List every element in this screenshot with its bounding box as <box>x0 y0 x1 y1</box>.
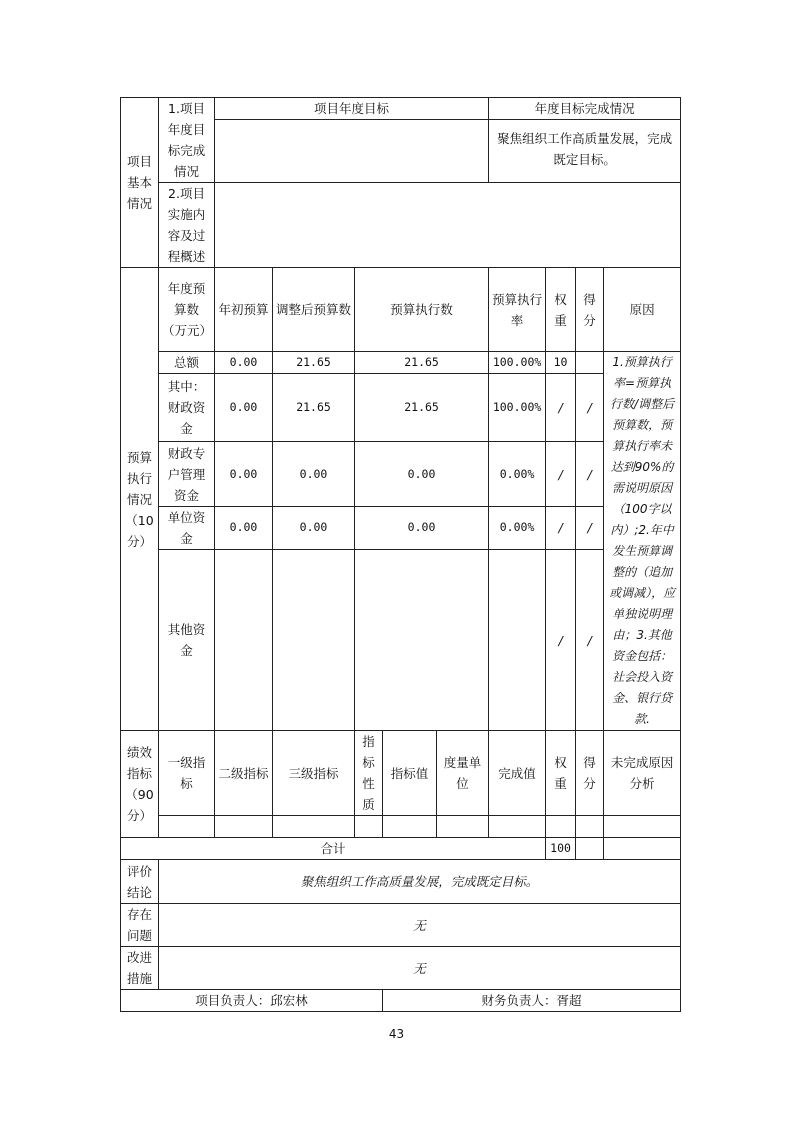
total-label: 合计 <box>121 838 546 860</box>
perf-header: 指标值 <box>383 731 437 816</box>
empty-cell <box>437 816 489 838</box>
execution-rate: 0.00% <box>489 506 546 549</box>
issues-label: 存在问题 <box>121 904 159 947</box>
executed-budget: 0.00 <box>355 506 489 549</box>
row-name: 财政专户管理资金 <box>159 442 215 506</box>
goal-value <box>215 120 489 183</box>
empty-cell <box>273 816 355 838</box>
budget-header: 年初预算 <box>215 268 273 352</box>
perf-header: 一级指标 <box>159 731 215 816</box>
score: / <box>576 374 604 442</box>
initial-budget: 0.00 <box>215 374 273 442</box>
total-score <box>576 838 604 860</box>
perf-header: 得分 <box>576 731 604 816</box>
perf-header: 指标性质 <box>355 731 383 816</box>
done-value: 聚焦组织工作高质量发展，完成既定目标。 <box>489 120 681 183</box>
total-row <box>121 838 681 860</box>
page-number: 43 <box>388 1027 405 1041</box>
evaluation-label: 评价结论 <box>121 860 159 904</box>
executed-budget: 21.65 <box>355 352 489 374</box>
perf-header: 度量单位 <box>437 731 489 816</box>
project-lead: 项目负责人：邱宏林 <box>121 990 383 1012</box>
row-name: 其他资金 <box>159 550 215 731</box>
initial-budget: 0.00 <box>215 442 273 506</box>
total-weight: 100 <box>546 838 576 860</box>
table-row <box>121 352 681 374</box>
issues-value: 无 <box>159 904 681 947</box>
perf-header: 三级指标 <box>273 731 355 816</box>
execution-rate: 100.00% <box>489 352 546 374</box>
goal-label: 1.项目年度目标完成情况 <box>159 98 215 183</box>
table-row <box>121 442 681 506</box>
empty-cell <box>546 816 576 838</box>
impl-value <box>215 183 681 268</box>
initial-budget <box>215 550 273 731</box>
budget-header: 权重 <box>546 268 576 352</box>
evaluation-value: 聚焦组织工作高质量发展，完成既定目标。 <box>159 860 681 904</box>
done-header: 年度目标完成情况 <box>489 98 681 120</box>
total-note <box>604 838 681 860</box>
perf-header: 未完成原因分析 <box>604 731 681 816</box>
weight: / <box>546 442 576 506</box>
row-name: 总额 <box>159 352 215 374</box>
perf-header: 二级指标 <box>215 731 273 816</box>
budget-section-label: 预算执行情况（10分） <box>121 268 159 731</box>
performance-evaluation-table <box>120 97 681 1012</box>
adjusted-budget: 21.65 <box>273 374 355 442</box>
executed-budget: 0.00 <box>355 442 489 506</box>
executed-budget <box>355 550 489 731</box>
empty-cell <box>159 816 215 838</box>
budget-header: 调整后预算数 <box>273 268 355 352</box>
adjusted-budget <box>273 550 355 731</box>
budget-header: 年度预算数（万元） <box>159 268 215 352</box>
weight: / <box>546 374 576 442</box>
performance-section-label: 绩效指标（90分） <box>121 731 159 838</box>
adjusted-budget: 0.00 <box>273 506 355 549</box>
execution-rate <box>489 550 546 731</box>
executed-budget: 21.65 <box>355 374 489 442</box>
score: / <box>576 550 604 731</box>
weight: 10 <box>546 352 576 374</box>
improvements-value: 无 <box>159 947 681 990</box>
execution-rate: 0.00% <box>489 442 546 506</box>
weight: / <box>546 550 576 731</box>
adjusted-budget: 0.00 <box>273 442 355 506</box>
perf-header: 完成值 <box>489 731 546 816</box>
empty-cell <box>383 816 437 838</box>
table-row <box>121 506 681 549</box>
weight: / <box>546 506 576 549</box>
row-name: 其中：财政资金 <box>159 374 215 442</box>
empty-cell <box>576 816 604 838</box>
empty-cell <box>355 816 383 838</box>
budget-header: 预算执行率 <box>489 268 546 352</box>
improvements-label: 改进措施 <box>121 947 159 990</box>
empty-cell <box>215 816 273 838</box>
score <box>576 352 604 374</box>
table-row <box>121 816 681 838</box>
basic-section-label: 项目基本情况 <box>121 98 159 268</box>
budget-header: 得分 <box>576 268 604 352</box>
empty-cell <box>489 816 546 838</box>
perf-header: 权重 <box>546 731 576 816</box>
score: / <box>576 442 604 506</box>
empty-cell <box>604 816 681 838</box>
adjusted-budget: 21.65 <box>273 352 355 374</box>
execution-rate: 100.00% <box>489 374 546 442</box>
score: / <box>576 506 604 549</box>
table-row <box>121 550 681 731</box>
reason-note: 1.预算执行率=预算执行数/调整后预算数，预算执行率未达到90%的需说明原因（100字以内）;2.年中发生预算调整的（追加或调减），应单独说明理由；3.其他资金包括：社会投入资金、银行贷款. <box>604 352 681 731</box>
initial-budget: 0.00 <box>215 352 273 374</box>
table-row <box>121 374 681 442</box>
initial-budget: 0.00 <box>215 506 273 549</box>
finance-lead: 财务负责人：胥超 <box>383 990 681 1012</box>
budget-header: 预算执行数 <box>355 268 489 352</box>
impl-label: 2.项目实施内容及过程概述 <box>159 183 215 268</box>
budget-header: 原因 <box>604 268 681 352</box>
row-name: 单位资金 <box>159 506 215 549</box>
goal-header: 项目年度目标 <box>215 98 489 120</box>
